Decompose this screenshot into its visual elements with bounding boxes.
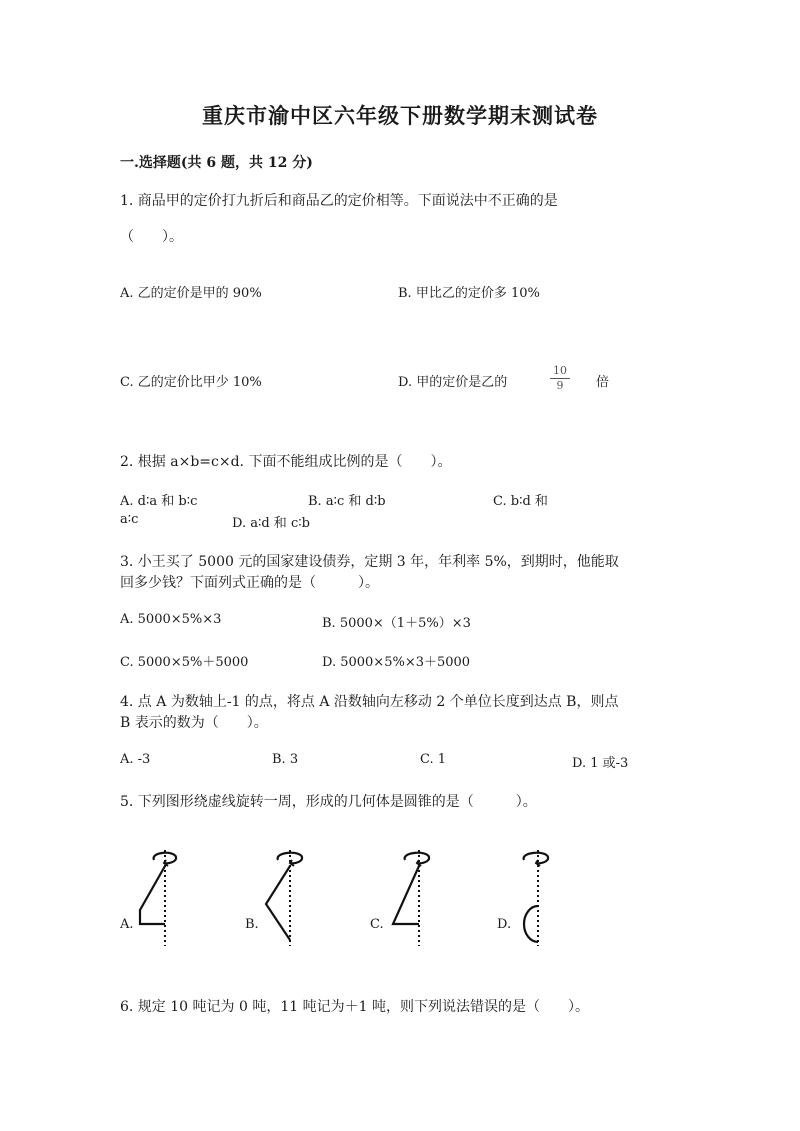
question-6-stem: 6. 规定 10 吨记为 0 吨，11 吨记为＋1 吨，则下列说法错误的是（ ）。 bbox=[120, 999, 589, 1015]
question-2-option-a[interactable]: A. d∶a 和 b∶c bbox=[120, 494, 198, 509]
question-2-option-c[interactable]: C. b∶d 和 bbox=[493, 494, 548, 509]
question-4-stem-line-1: 4. 点 A 为数轴上-1 的点，将点 A 沿数轴向左移动 2 个单位长度到达点 B，则点 bbox=[120, 694, 619, 710]
question-1-option-b[interactable]: B. 甲比乙的定价多 10% bbox=[398, 286, 540, 301]
question-3-stem-line-2: 回多少钱？下面列式正确的是（ ）。 bbox=[120, 575, 379, 591]
question-4-option-c[interactable]: C. 1 bbox=[420, 752, 447, 767]
question-1-option-d-suffix: 倍 bbox=[596, 375, 610, 390]
figure-d bbox=[510, 840, 570, 950]
question-1-blank: （ ）。 bbox=[120, 229, 183, 245]
question-1-option-a[interactable]: A. 乙的定价是甲的 90% bbox=[120, 286, 262, 301]
question-4-option-d[interactable]: D. 1 或-3 bbox=[572, 756, 629, 771]
question-1-option-c[interactable]: C. 乙的定价比甲少 10% bbox=[120, 375, 262, 390]
question-3-option-d[interactable]: D. 5000×5%×3＋5000 bbox=[322, 655, 471, 670]
figure-b bbox=[260, 840, 320, 950]
question-5-option-c-label[interactable]: C. bbox=[370, 917, 384, 932]
question-2-option-d[interactable]: D. a∶d 和 c∶b bbox=[232, 516, 310, 531]
fraction-numerator: 10 bbox=[550, 364, 570, 379]
question-3-stem-line-1: 3. 小王买了 5000 元的国家建设债券，定期 3 年，年利率 5%，到期时，他能取 bbox=[120, 554, 619, 570]
question-5-option-b-label[interactable]: B. bbox=[245, 917, 259, 932]
fraction-denominator: 9 bbox=[556, 379, 564, 392]
question-1-stem: 1. 商品甲的定价打九折后和商品乙的定价相等。下面说法中不正确的是 bbox=[120, 193, 558, 209]
question-4-option-a[interactable]: A. -3 bbox=[120, 752, 151, 767]
figure-c bbox=[385, 840, 445, 950]
question-1-option-d[interactable]: D. 甲的定价是乙的 bbox=[398, 375, 508, 390]
question-4-stem-line-2: B 表示的数为（ ）。 bbox=[120, 715, 268, 731]
question-2-option-c-cont: a∶c bbox=[120, 512, 139, 527]
question-2-option-b[interactable]: B. a∶c 和 d∶b bbox=[308, 494, 386, 509]
question-1-fraction bbox=[550, 364, 570, 393]
question-3-option-a[interactable]: A. 5000×5%×3 bbox=[120, 612, 222, 627]
page-title: 重庆市渝中区六年级下册数学期末测试卷 bbox=[202, 103, 598, 128]
question-5-option-d-label[interactable]: D. bbox=[497, 917, 512, 932]
figure-a bbox=[130, 840, 190, 950]
question-2-stem: 2. 根据 a×b=c×d. 下面不能组成比例的是（ ）。 bbox=[120, 454, 452, 470]
section-heading: 一.选择题(共 6 题，共 12 分) bbox=[120, 155, 313, 171]
question-4-option-b[interactable]: B. 3 bbox=[272, 752, 299, 767]
question-3-option-c[interactable]: C. 5000×5%＋5000 bbox=[120, 655, 249, 670]
question-5-option-a-label[interactable]: A. bbox=[120, 917, 134, 932]
question-3-option-b[interactable]: B. 5000×（1＋5%）×3 bbox=[322, 616, 471, 631]
question-5-stem: 5. 下列图形绕虚线旋转一周，形成的几何体是圆锥的是（ ）。 bbox=[120, 794, 537, 810]
